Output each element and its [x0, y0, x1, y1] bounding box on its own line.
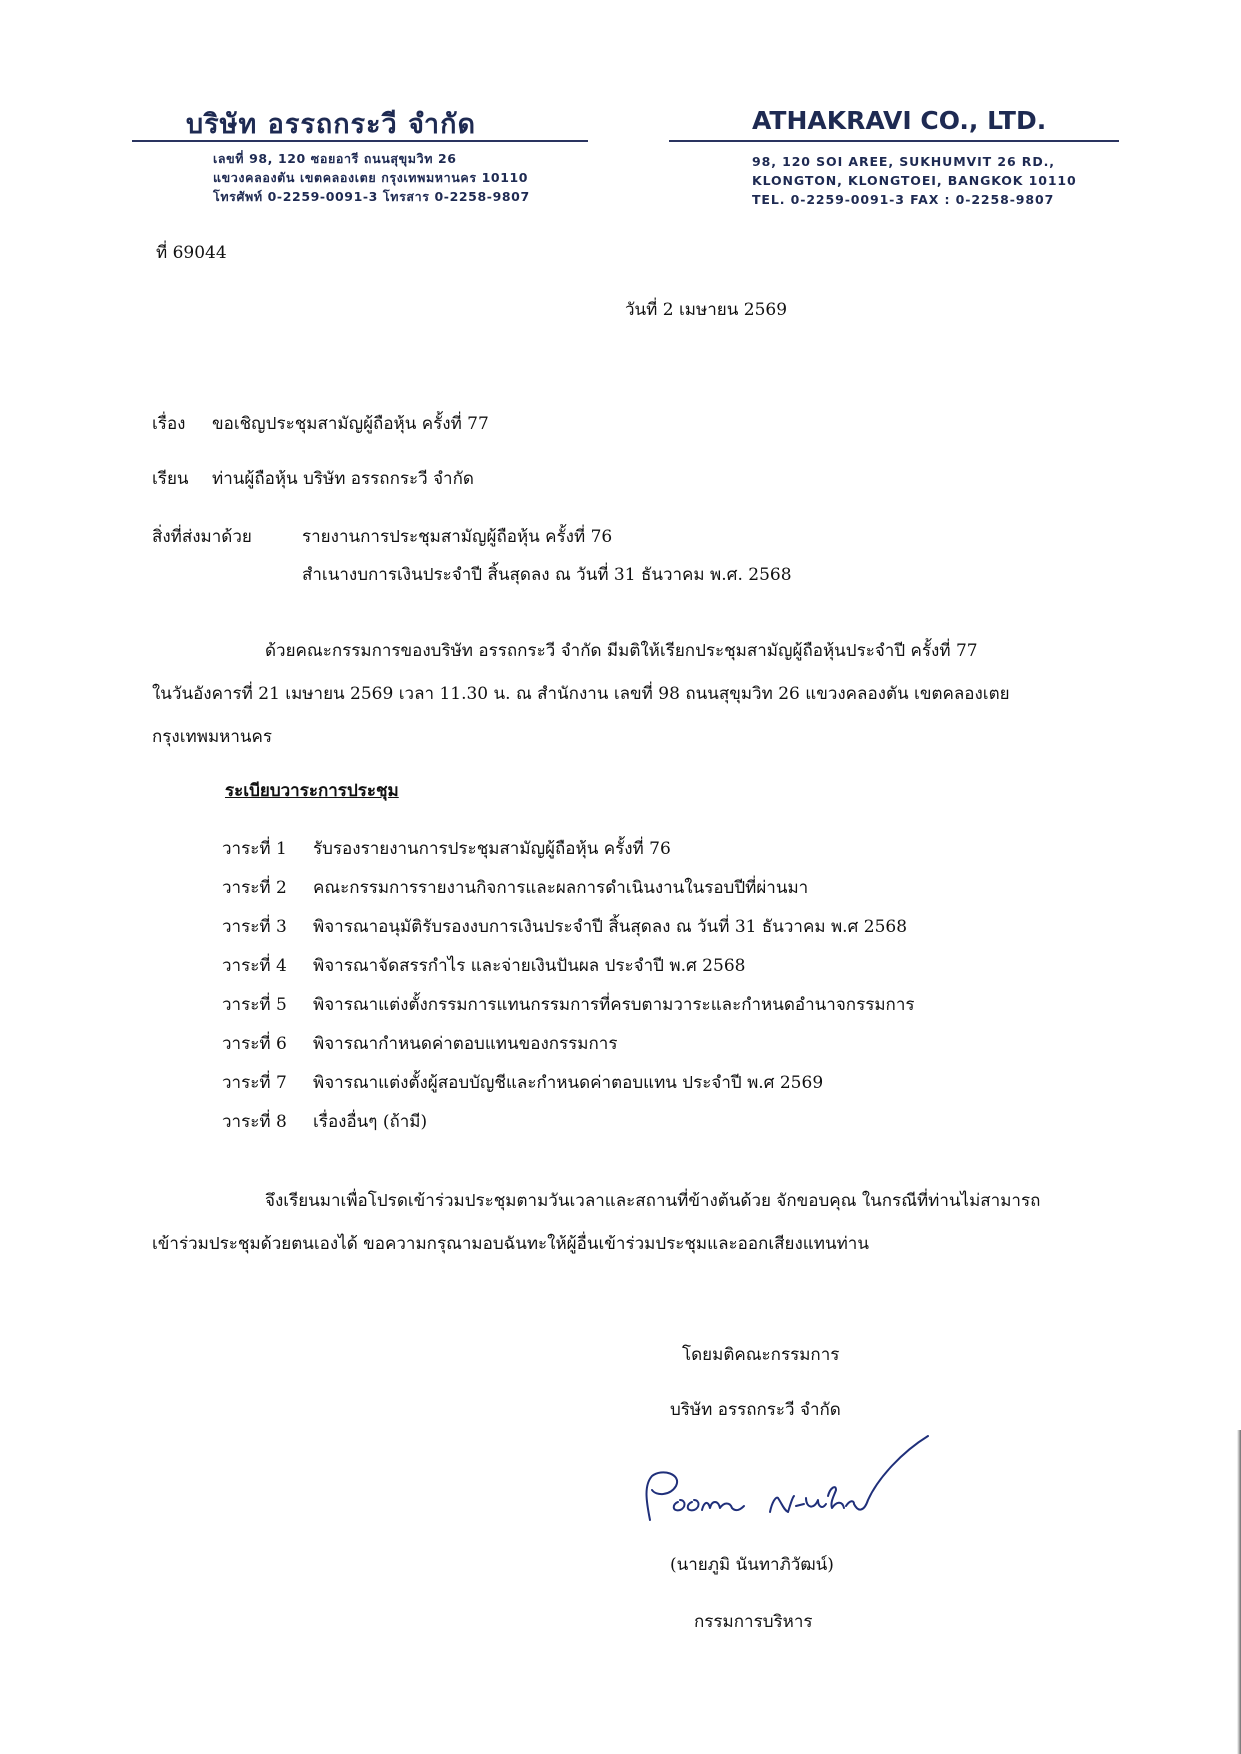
- enclosure-item: รายงานการประชุมสามัญผู้ถือหุ้น ครั้งที่ 76: [302, 527, 613, 547]
- agenda-item-number: วาระที่ 8: [222, 1112, 287, 1132]
- agenda-item-number: วาระที่ 1: [222, 839, 287, 859]
- agenda-item-text: เรื่องอื่นๆ (ถ้ามี): [313, 1112, 428, 1132]
- agenda-item-text: พิจารณาจัดสรรกำไร และจ่ายเงินปันผล ประจำปี พ.ศ 2568: [313, 956, 746, 976]
- recipient-value: ท่านผู้ถือหุ้น บริษัท อรรถกระวี จำกัด: [212, 469, 474, 489]
- signatory-title: กรรมการบริหาร: [694, 1612, 813, 1632]
- signatory-name: (นายภูมิ นันทาภิวัฒน์): [670, 1555, 834, 1575]
- address-line: โทรศัพท์ 0-2259-0091-3 โทรสาร 0-2258-9807: [213, 189, 530, 204]
- agenda-item-number: วาระที่ 7: [222, 1073, 287, 1093]
- subject-label: เรื่อง: [152, 414, 186, 434]
- letter-date: วันที่ 2 เมษายน 2569: [625, 300, 788, 320]
- address-line: แขวงคลองตัน เขตคลองเตย กรุงเทพมหานคร 10110: [213, 170, 529, 185]
- agenda-item-text: พิจารณาอนุมัติรับรองงบการเงินประจำปี สิ้นสุดลง ณ วันที่ 31 ธันวาคม พ.ศ 2568: [313, 917, 908, 937]
- intro-paragraph-line: ด้วยคณะกรรมการของบริษัท อรรถกระวี จำกัด มีมติให้เรียกประชุมสามัญผู้ถือหุ้นประจำปี ครั้งที่ 77: [265, 641, 978, 661]
- letterhead-divider-left: [132, 140, 588, 142]
- reference-number: ที่ 69044: [156, 243, 227, 263]
- agenda-item-text: พิจารณาแต่งตั้งผู้สอบบัญชีและกำหนดค่าตอบแทน ประจำปี พ.ศ 2569: [313, 1073, 824, 1093]
- address-line: เลขที่ 98, 120 ซอยอารี ถนนสุขุมวิท 26: [213, 151, 457, 166]
- company-address-english: [752, 152, 1077, 209]
- agenda-heading: ระเบียบวาระการประชุม: [225, 781, 399, 801]
- subject-value: ขอเชิญประชุมสามัญผู้ถือหุ้น ครั้งที่ 77: [212, 414, 489, 434]
- signoff-company: บริษัท อรรถกระวี จำกัด: [670, 1400, 841, 1420]
- intro-paragraph-line: ในวันอังคารที่ 21 เมษายน 2569 เวลา 11.30 น. ณ สำนักงาน เลขที่ 98 ถนนสุขุมวิท 26 แขวงคลองตัน เขตคลองเตย: [152, 684, 1010, 704]
- signoff-resolution: โดยมติคณะกรรมการ: [682, 1345, 840, 1365]
- closing-paragraph-line: เข้าร่วมประชุมด้วยตนเองได้ ขอความกรุณามอบฉันทะให้ผู้อื่นเข้าร่วมประชุมและออกเสียงแทนท่าน: [152, 1234, 869, 1254]
- agenda-item-text: คณะกรรมการรายงานกิจการและผลการดำเนินงานในรอบปีที่ผ่านมา: [313, 878, 809, 898]
- agenda-item-text: รับรองรายงานการประชุมสามัญผู้ถือหุ้น ครั้งที่ 76: [313, 839, 671, 859]
- intro-paragraph-line: กรุงเทพมหานคร: [152, 727, 273, 747]
- address-line: TEL. 0-2259-0091-3 FAX : 0-2258-9807: [752, 192, 1055, 207]
- recipient-label: เรียน: [152, 469, 189, 489]
- company-address-thai: [213, 149, 530, 206]
- agenda-item-number: วาระที่ 6: [222, 1034, 287, 1054]
- enclosure-item: สำเนางบการเงินประจำปี สิ้นสุดลง ณ วันที่ 31 ธันวาคม พ.ศ. 2568: [302, 565, 792, 585]
- agenda-item-text: พิจารณาแต่งตั้งกรรมการแทนกรรมการที่ครบตามวาระและกำหนดอำนาจกรรมการ: [313, 995, 915, 1015]
- agenda-item-text: พิจารณากำหนดค่าตอบแทนของกรรมการ: [313, 1034, 618, 1054]
- enclosures-label: สิ่งที่ส่งมาด้วย: [152, 527, 252, 547]
- letterhead-divider-right: [669, 140, 1119, 142]
- company-name-thai: บริษัท อรรถกระวี จำกัด: [186, 109, 476, 140]
- agenda-item-number: วาระที่ 4: [222, 956, 287, 976]
- scan-edge-shadow: [1237, 1430, 1241, 1754]
- address-line: KLONGTON, KLONGTOEI, BANGKOK 10110: [752, 173, 1077, 188]
- agenda-item-number: วาระที่ 2: [222, 878, 287, 898]
- agenda-item-number: วาระที่ 3: [222, 917, 287, 937]
- address-line: 98, 120 SOI AREE, SUKHUMVIT 26 RD.,: [752, 154, 1055, 169]
- company-name-english: ATHAKRAVI CO., LTD.: [752, 106, 1047, 135]
- agenda-item-number: วาระที่ 5: [222, 995, 287, 1015]
- closing-paragraph-line: จึงเรียนมาเพื่อโปรดเข้าร่วมประชุมตามวันเวลาและสถานที่ข้างต้นด้วย จักขอบคุณ ในกรณีที่ท่านไม่สามารถ: [265, 1191, 1041, 1211]
- handwritten-signature: [632, 1430, 932, 1530]
